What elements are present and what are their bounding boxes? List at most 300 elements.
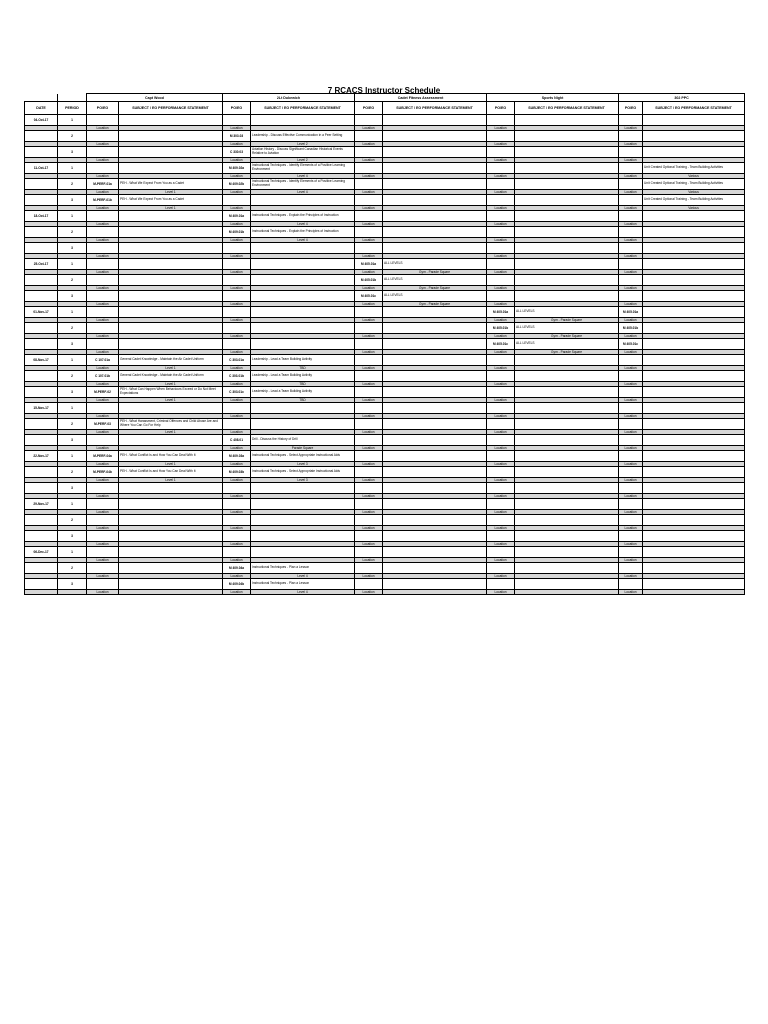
po-eo-cell bbox=[619, 515, 643, 526]
po-eo-cell bbox=[87, 131, 119, 142]
location-label: Location bbox=[87, 254, 119, 259]
location-detail: Gym - Parade Square bbox=[515, 350, 619, 355]
po-eo-cell bbox=[619, 179, 643, 190]
date-cell bbox=[25, 291, 58, 302]
po-eo-cell bbox=[355, 307, 383, 318]
subject-cell bbox=[515, 403, 619, 414]
location-label: Location bbox=[87, 542, 119, 547]
period-cell: 3 bbox=[58, 339, 87, 350]
po-eo-cell bbox=[87, 227, 119, 238]
subject-cell: Unit Created Optional Training - Team Building Activities bbox=[643, 163, 745, 174]
subject-cell bbox=[119, 275, 223, 286]
po-eo-cell: C 408.01 bbox=[223, 435, 251, 446]
subject-cell bbox=[643, 387, 745, 398]
subject-cell bbox=[515, 467, 619, 478]
location-label: Location bbox=[619, 334, 643, 339]
location-detail: Level 1 bbox=[119, 382, 223, 387]
subject-cell bbox=[383, 131, 487, 142]
date-cell bbox=[25, 371, 58, 382]
column-header-row bbox=[25, 102, 745, 115]
location-label: Location bbox=[223, 414, 251, 419]
po-eo-cell bbox=[87, 515, 119, 526]
subject-cell: PEH - What We Expect From You as a Cadet bbox=[119, 179, 223, 190]
po-eo-cell bbox=[355, 371, 383, 382]
subject-cell bbox=[119, 515, 223, 526]
period-row bbox=[25, 419, 745, 430]
po-eo-cell bbox=[619, 531, 643, 542]
subject-cell bbox=[643, 403, 745, 414]
po-eo-cell: M-PERF-02 bbox=[87, 387, 119, 398]
subject-cell bbox=[643, 211, 745, 222]
subject-cell bbox=[643, 451, 745, 462]
location-label: Location bbox=[619, 350, 643, 355]
location-label: Location bbox=[487, 478, 515, 483]
date-cell bbox=[25, 243, 58, 254]
subject-cell bbox=[251, 403, 355, 414]
subject-cell bbox=[383, 179, 487, 190]
location-label: Location bbox=[87, 126, 119, 131]
subject-cell bbox=[643, 435, 745, 446]
subject-cell bbox=[643, 115, 745, 126]
subject-cell bbox=[251, 499, 355, 510]
po-eo-cell: M 409.04b bbox=[223, 579, 251, 590]
location-label: Location bbox=[87, 526, 119, 531]
subject-cell bbox=[119, 435, 223, 446]
po-eo-cell bbox=[487, 403, 515, 414]
subject-cell: PEH - What Can Happen When Behaviours Exceed or Do Not Meet Expectations bbox=[119, 387, 223, 398]
po-eo-cell bbox=[487, 131, 515, 142]
date-cell bbox=[25, 131, 58, 142]
location-label: Location bbox=[355, 510, 383, 515]
location-label: Location bbox=[355, 574, 383, 579]
po-eo-cell bbox=[87, 115, 119, 126]
subject-cell: Instructional Techniques - Plan a Lesson bbox=[251, 563, 355, 574]
date-cell bbox=[25, 483, 58, 494]
subject-cell bbox=[383, 195, 487, 206]
subject-cell: ALL LEVELS bbox=[515, 307, 619, 318]
location-label: Location bbox=[619, 462, 643, 467]
location-label: Location bbox=[87, 270, 119, 275]
date-cell bbox=[25, 147, 58, 158]
subject-cell bbox=[643, 275, 745, 286]
subject-cell bbox=[251, 483, 355, 494]
location-label: Location bbox=[87, 398, 119, 403]
po-eo-cell bbox=[87, 435, 119, 446]
subject-cell bbox=[383, 371, 487, 382]
po-eo-cell bbox=[355, 531, 383, 542]
location-label: Location bbox=[619, 270, 643, 275]
location-detail: Level 4 bbox=[251, 238, 355, 243]
location-label: Location bbox=[619, 142, 643, 147]
subject-cell: Aviation History - Discuss Significant Canadian Historical Events Relative to Aviation bbox=[251, 147, 355, 158]
location-label: Location bbox=[355, 526, 383, 531]
period-cell: 1 bbox=[58, 115, 87, 126]
period-cell: 1 bbox=[58, 259, 87, 270]
location-detail: Level 1 bbox=[119, 190, 223, 195]
po-eo-cell bbox=[223, 419, 251, 430]
po-eo-cell bbox=[223, 499, 251, 510]
po-eo-cell bbox=[487, 227, 515, 238]
location-detail: TBD bbox=[251, 382, 355, 387]
po-eo-cell bbox=[619, 467, 643, 478]
location-label: Location bbox=[87, 222, 119, 227]
po-eo-cell: C 107.01b bbox=[87, 371, 119, 382]
po-eo-cell bbox=[619, 131, 643, 142]
location-label: Location bbox=[87, 558, 119, 563]
subject-cell: Leadership - Discuss Effective Communication in a Peer Setting bbox=[251, 131, 355, 142]
po-eo-cell bbox=[87, 323, 119, 334]
location-row bbox=[25, 590, 745, 595]
date-cell bbox=[25, 227, 58, 238]
location-label: Location bbox=[487, 126, 515, 131]
location-label: Location bbox=[355, 254, 383, 259]
location-label: Location bbox=[87, 510, 119, 515]
po-eo-cell bbox=[223, 243, 251, 254]
location-detail: TBD bbox=[251, 366, 355, 371]
po-eo-cell bbox=[619, 451, 643, 462]
location-label: Location bbox=[87, 446, 119, 451]
date-cell: 01-Nov-17 bbox=[25, 307, 58, 318]
subject-cell bbox=[643, 355, 745, 366]
location-label: Location bbox=[87, 158, 119, 163]
location-label: Location bbox=[487, 558, 515, 563]
subject-cell bbox=[643, 259, 745, 270]
date-cell: 11-Oct-17 bbox=[25, 163, 58, 174]
date-cell: 06-Dec-17 bbox=[25, 547, 58, 558]
subject-cell bbox=[251, 275, 355, 286]
period-cell: 2 bbox=[58, 467, 87, 478]
subject-cell: PEH - What Conflict Is and How You Can Deal With It bbox=[119, 467, 223, 478]
subject-cell bbox=[119, 227, 223, 238]
po-eo-cell bbox=[619, 483, 643, 494]
subject-cell bbox=[119, 307, 223, 318]
subject-cell bbox=[515, 435, 619, 446]
po-header: PO/EO bbox=[223, 102, 251, 115]
period-row bbox=[25, 339, 745, 350]
location-label: Location bbox=[223, 558, 251, 563]
subject-cell bbox=[515, 275, 619, 286]
location-detail: Gym - Parade Square bbox=[515, 334, 619, 339]
po-eo-cell: M-PERF-04a bbox=[87, 451, 119, 462]
subject-cell bbox=[119, 211, 223, 222]
po-header: PO/EO bbox=[487, 102, 515, 115]
subject-cell bbox=[515, 563, 619, 574]
period-row bbox=[25, 179, 745, 190]
subject-cell bbox=[515, 259, 619, 270]
subject-cell bbox=[251, 515, 355, 526]
po-eo-cell bbox=[87, 547, 119, 558]
subject-cell bbox=[515, 243, 619, 254]
po-eo-cell bbox=[223, 515, 251, 526]
po-eo-cell bbox=[87, 531, 119, 542]
location-detail: Level 1 bbox=[119, 206, 223, 211]
location-label: Location bbox=[223, 174, 251, 179]
location-label: Location bbox=[87, 414, 119, 419]
po-eo-cell: M 405.01a bbox=[355, 259, 383, 270]
po-eo-cell: M 409.04a bbox=[223, 563, 251, 574]
subject-cell bbox=[119, 131, 223, 142]
location-label: Location bbox=[355, 494, 383, 499]
location-label: Location bbox=[87, 462, 119, 467]
po-eo-cell bbox=[619, 195, 643, 206]
po-eo-cell bbox=[487, 115, 515, 126]
location-label: Location bbox=[355, 142, 383, 147]
subject-cell bbox=[251, 259, 355, 270]
subject-cell bbox=[251, 195, 355, 206]
po-eo-cell: M 405.01c bbox=[355, 291, 383, 302]
subject-cell bbox=[383, 211, 487, 222]
subject-cell bbox=[119, 579, 223, 590]
subject-cell: PEH - What Harassment, Criminal Offences and Child Abuse Are and Where You Can Go For Help bbox=[119, 419, 223, 430]
date-cell: 25-Oct-17 bbox=[25, 259, 58, 270]
subject-cell bbox=[515, 419, 619, 430]
date-cell: 15-Nov-17 bbox=[25, 403, 58, 414]
instructor-name: 2Lt Dukewich bbox=[223, 94, 355, 102]
location-label: Location bbox=[87, 350, 119, 355]
subject-cell bbox=[251, 291, 355, 302]
subject-cell: Instructional Techniques - Explain the Principles of Instruction bbox=[251, 211, 355, 222]
location-label: Location bbox=[619, 398, 643, 403]
location-label: Location bbox=[223, 494, 251, 499]
location-label: Location bbox=[487, 462, 515, 467]
period-row bbox=[25, 131, 745, 142]
po-eo-cell bbox=[487, 147, 515, 158]
subject-cell bbox=[119, 163, 223, 174]
po-eo-cell bbox=[223, 323, 251, 334]
po-eo-cell bbox=[487, 291, 515, 302]
po-eo-cell bbox=[223, 259, 251, 270]
location-label: Location bbox=[223, 222, 251, 227]
period-row bbox=[25, 355, 745, 366]
location-label: Location bbox=[223, 126, 251, 131]
period-cell: 2 bbox=[58, 563, 87, 574]
location-label: Location bbox=[223, 206, 251, 211]
location-detail: Gym - Parade Square bbox=[383, 286, 487, 291]
po-eo-cell: M-PERF-03 bbox=[87, 419, 119, 430]
po-eo-cell bbox=[355, 435, 383, 446]
period-row bbox=[25, 483, 745, 494]
subject-cell bbox=[119, 259, 223, 270]
subject-cell bbox=[383, 339, 487, 350]
subject-cell: General Cadet Knowledge - Maintain the Air Cadet Uniform bbox=[119, 371, 223, 382]
location-detail: Parade Square bbox=[251, 446, 355, 451]
location-detail: Various bbox=[643, 174, 745, 179]
location-detail bbox=[515, 590, 619, 595]
subject-cell bbox=[515, 195, 619, 206]
subject-cell bbox=[643, 291, 745, 302]
date-cell bbox=[25, 467, 58, 478]
period-row bbox=[25, 243, 745, 254]
po-eo-cell bbox=[487, 195, 515, 206]
subject-cell bbox=[515, 291, 619, 302]
subject-cell bbox=[515, 211, 619, 222]
po-eo-cell bbox=[87, 291, 119, 302]
po-eo-cell bbox=[619, 579, 643, 590]
period-cell: 2 bbox=[58, 227, 87, 238]
location-label: Location bbox=[619, 526, 643, 531]
po-eo-cell bbox=[87, 563, 119, 574]
po-eo-cell bbox=[487, 387, 515, 398]
po-eo-cell bbox=[487, 451, 515, 462]
po-eo-cell bbox=[619, 387, 643, 398]
period-cell: 3 bbox=[58, 195, 87, 206]
period-cell: 3 bbox=[58, 243, 87, 254]
location-detail: Level 1 bbox=[119, 398, 223, 403]
period-row bbox=[25, 275, 745, 286]
location-label: Location bbox=[487, 158, 515, 163]
location-label: Location bbox=[487, 398, 515, 403]
subject-cell: Instructional Techniques - Explain the Principles of Instruction bbox=[251, 227, 355, 238]
po-eo-cell bbox=[487, 211, 515, 222]
po-eo-cell: M 405.01b bbox=[487, 323, 515, 334]
location-detail: Level 4 bbox=[251, 590, 355, 595]
subject-cell bbox=[643, 371, 745, 382]
location-label: Location bbox=[87, 238, 119, 243]
po-header: PO/EO bbox=[87, 102, 119, 115]
po-eo-cell bbox=[619, 563, 643, 574]
location-label: Location bbox=[87, 494, 119, 499]
subject-cell bbox=[643, 419, 745, 430]
location-label: Location bbox=[487, 222, 515, 227]
subject-cell: Instructional Techniques - Select Appropriate Instructional Aids bbox=[251, 467, 355, 478]
location-label: Location bbox=[619, 286, 643, 291]
location-label: Location bbox=[223, 542, 251, 547]
location-label: Location bbox=[355, 158, 383, 163]
subject-cell bbox=[643, 227, 745, 238]
location-label: Location bbox=[355, 398, 383, 403]
po-eo-cell bbox=[487, 371, 515, 382]
po-eo-cell bbox=[619, 243, 643, 254]
subject-cell bbox=[515, 371, 619, 382]
subject-cell bbox=[643, 531, 745, 542]
location-label: Location bbox=[87, 206, 119, 211]
location-label: Location bbox=[619, 254, 643, 259]
po-eo-cell bbox=[355, 211, 383, 222]
subject-header: SUBJECT / EO PERFORMANCE STATEMENT bbox=[119, 102, 223, 115]
subject-cell bbox=[383, 531, 487, 542]
subject-cell bbox=[515, 387, 619, 398]
subject-cell bbox=[119, 547, 223, 558]
period-cell: 3 bbox=[58, 435, 87, 446]
date-cell bbox=[25, 387, 58, 398]
subject-cell bbox=[119, 115, 223, 126]
po-eo-cell bbox=[223, 275, 251, 286]
subject-cell bbox=[515, 515, 619, 526]
subject-cell: Leadership - Lead a Team Building Activity bbox=[251, 371, 355, 382]
po-eo-cell bbox=[619, 147, 643, 158]
subject-cell bbox=[119, 147, 223, 158]
subject-header: SUBJECT / EO PERFORMANCE STATEMENT bbox=[643, 102, 745, 115]
period-cell: 3 bbox=[58, 579, 87, 590]
po-eo-cell: M-PERF-01a bbox=[87, 179, 119, 190]
location-label: Location bbox=[619, 158, 643, 163]
po-eo-cell bbox=[487, 467, 515, 478]
location-label: Location bbox=[355, 558, 383, 563]
po-eo-cell: M-PERF-01b bbox=[87, 195, 119, 206]
date-cell: 04-Oct-17 bbox=[25, 115, 58, 126]
period-cell bbox=[58, 590, 87, 595]
subject-cell bbox=[643, 147, 745, 158]
subject-cell: ALL LEVELS bbox=[383, 291, 487, 302]
period-row bbox=[25, 323, 745, 334]
subject-cell bbox=[383, 563, 487, 574]
po-eo-cell: M 405.01b bbox=[619, 323, 643, 334]
period-row bbox=[25, 163, 745, 174]
date-cell bbox=[25, 563, 58, 574]
po-eo-cell bbox=[87, 163, 119, 174]
po-eo-cell bbox=[355, 467, 383, 478]
subject-cell: Leadership - Lead a Team Building Activity bbox=[251, 355, 355, 366]
subject-cell bbox=[383, 243, 487, 254]
subject-cell bbox=[251, 547, 355, 558]
po-eo-cell bbox=[487, 275, 515, 286]
location-detail: Gym - Parade Square bbox=[383, 270, 487, 275]
location-label: Location bbox=[355, 318, 383, 323]
date-cell bbox=[25, 435, 58, 446]
po-eo-cell bbox=[619, 115, 643, 126]
po-eo-cell bbox=[223, 483, 251, 494]
po-eo-cell bbox=[487, 531, 515, 542]
subject-cell bbox=[383, 579, 487, 590]
location-detail: Level 2 bbox=[251, 142, 355, 147]
subject-cell bbox=[515, 355, 619, 366]
period-cell: 1 bbox=[58, 403, 87, 414]
period-row bbox=[25, 435, 745, 446]
po-eo-cell bbox=[355, 579, 383, 590]
subject-header: SUBJECT / EO PERFORMANCE STATEMENT bbox=[251, 102, 355, 115]
po-eo-cell: C 330.03 bbox=[223, 147, 251, 158]
subject-cell bbox=[515, 179, 619, 190]
po-eo-cell bbox=[487, 259, 515, 270]
po-eo-cell bbox=[87, 147, 119, 158]
date-cell bbox=[25, 531, 58, 542]
location-label: Location bbox=[619, 126, 643, 131]
po-header: PO/EO bbox=[355, 102, 383, 115]
subject-cell bbox=[383, 147, 487, 158]
location-label: Location bbox=[355, 302, 383, 307]
po-eo-cell bbox=[487, 579, 515, 590]
po-eo-cell bbox=[223, 307, 251, 318]
location-label: Location bbox=[619, 542, 643, 547]
location-label: Location bbox=[355, 238, 383, 243]
subject-cell: ALL LEVELS bbox=[515, 339, 619, 350]
location-label: Location bbox=[223, 478, 251, 483]
po-eo-cell bbox=[355, 387, 383, 398]
subject-cell: ALL LEVELS bbox=[383, 259, 487, 270]
po-eo-cell bbox=[87, 275, 119, 286]
location-label: Location bbox=[223, 382, 251, 387]
location-label: Location bbox=[87, 190, 119, 195]
po-eo-cell bbox=[355, 547, 383, 558]
location-label: Location bbox=[355, 366, 383, 371]
subject-cell: Unit Created Optional Training - Team Building Activities bbox=[643, 195, 745, 206]
location-detail: Level 1 bbox=[119, 366, 223, 371]
po-eo-cell bbox=[619, 419, 643, 430]
date-cell bbox=[25, 275, 58, 286]
po-eo-cell bbox=[87, 403, 119, 414]
po-eo-cell bbox=[619, 259, 643, 270]
location-label: Location bbox=[355, 334, 383, 339]
po-eo-cell bbox=[223, 403, 251, 414]
location-label: Location bbox=[619, 238, 643, 243]
location-detail: Level 4 bbox=[251, 574, 355, 579]
period-row bbox=[25, 467, 745, 478]
subject-cell: PEH - What Conflict Is and How You Can Deal With It bbox=[119, 451, 223, 462]
subject-cell bbox=[643, 499, 745, 510]
po-eo-cell bbox=[487, 179, 515, 190]
location-label: Location bbox=[223, 574, 251, 579]
po-eo-cell: C 303.01b bbox=[223, 371, 251, 382]
